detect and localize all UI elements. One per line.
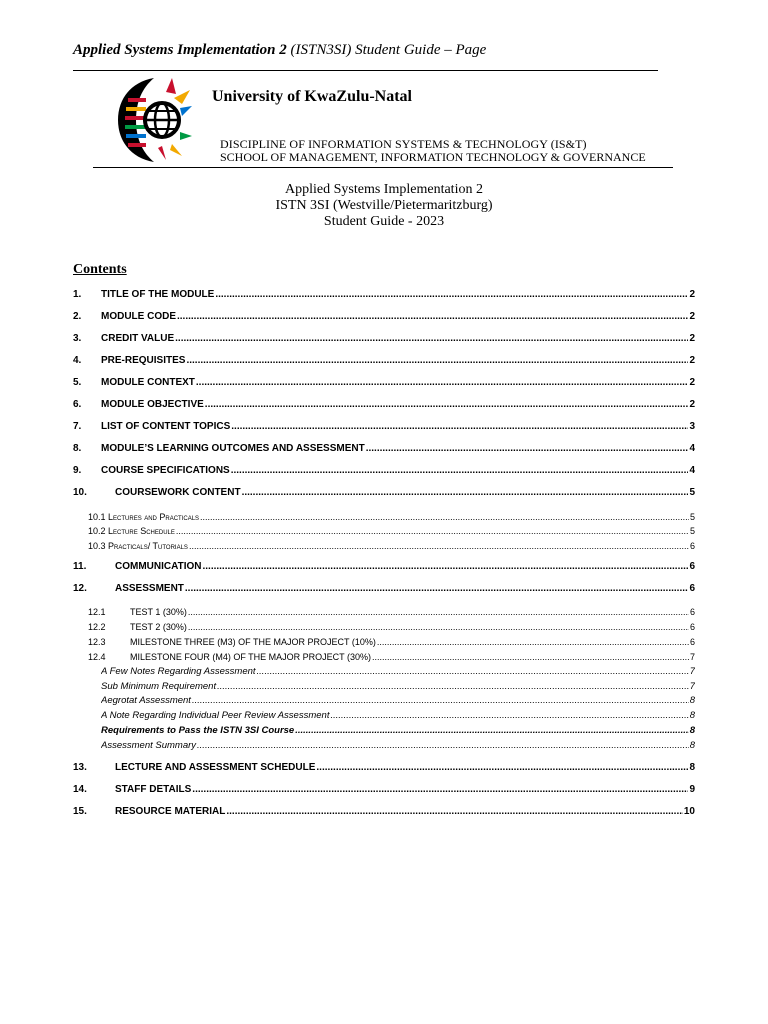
school-line: SCHOOL OF MANAGEMENT, INFORMATION TECHNOLOGY & GOVERNANCE <box>220 150 646 164</box>
toc-dot-leader <box>295 725 688 736</box>
toc-entry-page: 8 <box>689 710 695 721</box>
toc-entry-number: 6. <box>73 399 82 410</box>
toc-dot-leader <box>205 399 689 410</box>
toc-entry-title: 10.1 Lectures and Practicals <box>88 512 200 522</box>
toc-dot-leader <box>186 355 688 366</box>
toc-entry[interactable] <box>73 352 695 366</box>
toc-entry-title: ASSESSMENT <box>115 583 184 594</box>
toc-entry-page: 6 <box>689 622 695 632</box>
toc-dot-leader <box>372 652 689 662</box>
toc-entry-number: 7. <box>73 421 82 432</box>
toc-entry-number: 9. <box>73 465 82 476</box>
toc-entry[interactable] <box>88 522 695 536</box>
toc-entry[interactable] <box>73 803 695 817</box>
toc-entry-page: 6 <box>689 583 695 594</box>
header-rule <box>73 70 658 71</box>
document-title-block <box>0 182 768 230</box>
toc-dot-leader <box>242 487 689 498</box>
toc-entry-number: 13. <box>73 762 87 773</box>
toc-entry-number: 12.4 <box>88 652 106 662</box>
toc-entry-number: 3. <box>73 333 82 344</box>
toc-entry-title: TEST 1 (30%) <box>130 607 187 617</box>
toc-entry-number: 2. <box>73 311 82 322</box>
toc-entry[interactable] <box>101 707 695 721</box>
toc-entry-page: 6 <box>689 561 695 572</box>
toc-entry[interactable] <box>73 759 695 773</box>
toc-entry-title: CREDIT VALUE <box>101 333 175 344</box>
toc-entry-page: 6 <box>689 637 695 647</box>
toc-entry[interactable] <box>73 440 695 454</box>
toc-entry-title: MILESTONE FOUR (M4) OF THE MAJOR PROJECT (30%) <box>130 652 372 662</box>
toc-entry-title: 10.3 Practicals/ Tutorials <box>88 541 188 551</box>
toc-dot-leader <box>226 806 683 817</box>
toc-dot-leader <box>377 637 689 647</box>
toc-entry-title: MODULE OBJECTIVE <box>101 399 204 410</box>
toc-dot-leader <box>185 583 689 594</box>
toc-entry[interactable] <box>73 396 695 410</box>
toc-entry[interactable] <box>101 692 695 706</box>
toc-dot-leader <box>202 561 688 572</box>
toc-entry[interactable] <box>101 663 695 677</box>
toc-entry-title: MODULE’S LEARNING OUTCOMES AND ASSESSMENT <box>101 443 365 454</box>
ukzn-logo-icon <box>116 76 192 164</box>
toc-entry-page: 5 <box>689 512 695 522</box>
toc-entry[interactable] <box>88 508 695 522</box>
toc-entry-page: 2 <box>689 311 695 322</box>
toc-entry-page: 6 <box>689 541 695 551</box>
toc-entry-page: 5 <box>689 526 695 536</box>
toc-entry[interactable] <box>88 648 695 662</box>
toc-entry-title: COURSEWORK CONTENT <box>115 487 241 498</box>
toc-entry[interactable] <box>101 737 695 751</box>
toc-entry-number: 5. <box>73 377 82 388</box>
toc-entry[interactable] <box>88 603 695 617</box>
toc-dot-leader <box>366 443 689 454</box>
toc-entry-title: LIST OF CONTENT TOPICS <box>101 421 231 432</box>
toc-entry-page: 7 <box>689 666 695 677</box>
toc-entry[interactable] <box>73 558 695 572</box>
toc-entry-page: 6 <box>689 607 695 617</box>
document-title: Applied Systems Implementation 2 <box>285 182 483 197</box>
toc-dot-leader <box>176 526 689 536</box>
toc-entry-title: Sub Minimum Requirement <box>101 681 217 692</box>
toc-entry-title: A Few Notes Regarding Assessment <box>101 666 256 677</box>
toc-entry-title: STAFF DETAILS <box>115 784 192 795</box>
toc-dot-leader <box>197 740 689 751</box>
toc-entry-page: 8 <box>689 740 695 751</box>
toc-entry-number: 10. <box>73 487 87 498</box>
running-header-rest: (ISTN3SI) Student Guide – Page <box>286 42 487 58</box>
toc-entry[interactable] <box>73 781 695 795</box>
contents-heading: Contents <box>73 262 127 277</box>
toc-dot-leader <box>200 512 689 522</box>
toc-entry[interactable] <box>73 484 695 498</box>
toc-entry-number: 12.1 <box>88 607 106 617</box>
toc-dot-leader <box>192 695 689 706</box>
toc-entry-page: 2 <box>689 355 695 366</box>
toc-dot-leader <box>177 311 688 322</box>
toc-dot-leader <box>175 333 688 344</box>
toc-entry[interactable] <box>73 308 695 322</box>
toc-entry-number: 4. <box>73 355 82 366</box>
toc-entry-page: 7 <box>689 681 695 692</box>
toc-dot-leader <box>231 465 689 476</box>
toc-entry-title: MILESTONE THREE (M3) OF THE MAJOR PROJECT (10%) <box>130 637 376 647</box>
toc-entry-title: MODULE CONTEXT <box>101 377 195 388</box>
toc-entry-page: 8 <box>689 762 695 773</box>
toc-entry-title: LECTURE AND ASSESSMENT SCHEDULE <box>115 762 316 773</box>
toc-entry-title: COMMUNICATION <box>115 561 202 572</box>
toc-entry-number: 1. <box>73 289 82 300</box>
toc-dot-leader <box>257 666 689 677</box>
toc-entry-page: 8 <box>689 695 695 706</box>
toc-entry-title: PRE-REQUISITES <box>101 355 186 366</box>
toc-entry-number: 11. <box>73 561 87 572</box>
running-header <box>73 42 486 59</box>
toc-entry-page: 4 <box>689 443 695 454</box>
toc-entry-number: 8. <box>73 443 82 454</box>
toc-entry-page: 2 <box>689 377 695 388</box>
toc-entry[interactable] <box>73 418 695 432</box>
toc-entry-number: 15. <box>73 806 87 817</box>
toc-dot-leader <box>217 681 689 692</box>
toc-entry-title: TITLE OF THE MODULE <box>101 289 215 300</box>
toc-entry-title: COURSE SPECIFICATIONS <box>101 465 230 476</box>
toc-dot-leader <box>316 762 688 773</box>
letterhead-rule <box>93 167 673 168</box>
toc-entry-number: 14. <box>73 784 87 795</box>
toc-entry-page: 2 <box>689 289 695 300</box>
toc-entry-number: 12. <box>73 583 87 594</box>
toc-entry-page: 7 <box>689 652 695 662</box>
toc-entry[interactable] <box>88 537 695 551</box>
toc-dot-leader <box>215 289 688 300</box>
toc-entry-number: 12.2 <box>88 622 106 632</box>
toc-entry-page: 10 <box>683 806 695 817</box>
toc-dot-leader <box>330 710 688 721</box>
toc-entry[interactable] <box>73 462 695 476</box>
toc-entry-page: 5 <box>689 487 695 498</box>
toc-entry-page: 2 <box>689 333 695 344</box>
toc-entry[interactable] <box>101 678 695 692</box>
toc-dot-leader <box>188 607 689 617</box>
toc-entry-title: RESOURCE MATERIAL <box>115 806 226 817</box>
toc-dot-leader <box>188 622 689 632</box>
toc-entry[interactable] <box>73 580 695 594</box>
university-name: University of KwaZulu-Natal <box>212 88 412 105</box>
toc-entry-number: 12.3 <box>88 637 106 647</box>
document-guide-year: Student Guide - 2023 <box>323 214 445 229</box>
toc-entry[interactable] <box>88 633 695 647</box>
toc-entry-title: A Note Regarding Individual Peer Review Assessment <box>101 710 330 721</box>
toc-entry[interactable] <box>73 286 695 300</box>
toc-dot-leader <box>196 377 689 388</box>
toc-entry-page: 2 <box>689 399 695 410</box>
toc-entry-title: 10.2 Lecture Schedule <box>88 526 175 536</box>
toc-dot-leader <box>192 784 688 795</box>
toc-entry-page: 8 <box>689 725 695 736</box>
toc-entry-title: TEST 2 (30%) <box>130 622 187 632</box>
toc-entry[interactable] <box>73 330 695 344</box>
toc-entry-page: 9 <box>689 784 695 795</box>
toc-entry-title: Aegrotat Assessment <box>101 695 191 706</box>
toc-entry-title: Assessment Summary <box>101 740 197 751</box>
toc-dot-leader <box>189 541 689 551</box>
toc-entry[interactable] <box>73 374 695 388</box>
toc-entry-page: 4 <box>689 465 695 476</box>
toc-entry[interactable] <box>88 618 695 632</box>
toc-entry[interactable] <box>101 722 695 736</box>
toc-entry-title: MODULE CODE <box>101 311 176 322</box>
toc-dot-leader <box>231 421 688 432</box>
toc-entry-page: 3 <box>689 421 695 432</box>
discipline-line: DISCIPLINE OF INFORMATION SYSTEMS & TECHNOLOGY (IS&T) <box>220 137 587 151</box>
running-header-title: Applied Systems Implementation 2 <box>73 42 287 58</box>
document-subtitle: ISTN 3SI (Westville/Pietermaritzburg) <box>275 198 493 213</box>
toc-entry-title: Requirements to Pass the ISTN 3SI Course <box>101 725 295 736</box>
